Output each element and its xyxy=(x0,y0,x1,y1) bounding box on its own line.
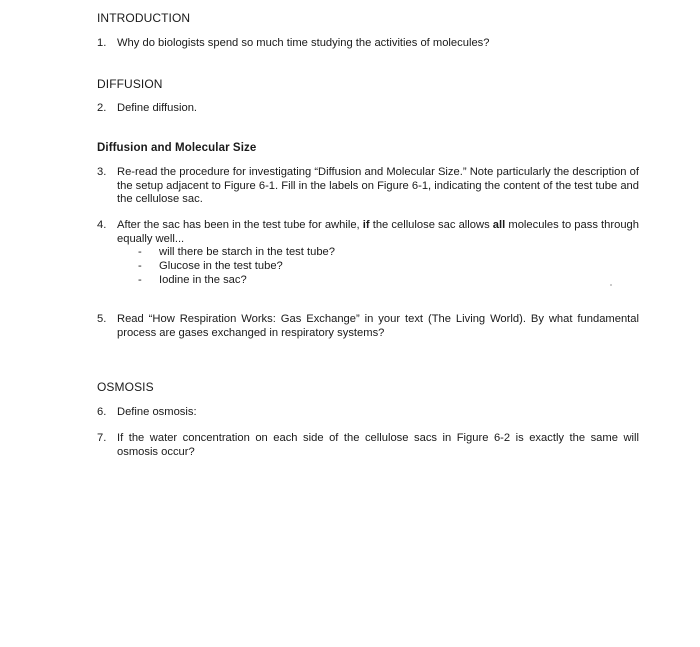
question-3-text: Re-read the procedure for investigating “Diffusion and Molecular Size.” Note particularly the description of the setup adjacent to Figure 6-1. Fill in the labels on Figure 6-1, indicating the content of the test tube and the cellulose sac. xyxy=(117,166,639,205)
osmosis-heading: OSMOSIS xyxy=(97,380,154,394)
question-4-bullet-3 xyxy=(138,274,247,288)
question-2-number: 2. xyxy=(97,102,107,114)
bullet-dash: - xyxy=(138,260,142,272)
question-4-bullet-1 xyxy=(138,246,335,260)
diffusion-heading: DIFFUSION xyxy=(97,77,163,91)
question-2 xyxy=(97,102,639,116)
question-3 xyxy=(97,166,639,207)
question-4-text xyxy=(117,219,639,246)
question-7-number: 7. xyxy=(97,432,107,444)
question-6-text: Define osmosis: xyxy=(117,406,197,418)
question-4 xyxy=(97,219,639,246)
scan-speck xyxy=(610,284,612,286)
question-6-number: 6. xyxy=(97,406,107,418)
bullet-dash: - xyxy=(138,246,142,258)
question-7 xyxy=(97,432,639,459)
question-4-text-c: molecules to pass through equally well... xyxy=(117,219,639,245)
question-4-text-b: the cellulose sac allows xyxy=(369,219,493,231)
question-4-number: 4. xyxy=(97,219,107,231)
question-5 xyxy=(97,313,639,340)
question-4-all-word: all xyxy=(492,219,506,231)
bullet-dash: - xyxy=(138,274,142,286)
question-4-text-a: After the sac has been in the test tube for awhile, xyxy=(117,219,363,231)
question-5-number: 5. xyxy=(97,313,107,325)
question-1 xyxy=(97,37,639,51)
question-1-number: 1. xyxy=(97,37,107,49)
question-1-text: Why do biologists spend so much time studying the activities of molecules? xyxy=(117,37,490,49)
question-4-bullet-1-text: will there be starch in the test tube? xyxy=(159,246,335,258)
diffusion-molecular-size-heading: Diffusion and Molecular Size xyxy=(97,142,257,154)
question-4-bullet-2-text: Glucose in the test tube? xyxy=(159,260,283,272)
question-6 xyxy=(97,406,639,420)
question-4-bullet-2 xyxy=(138,260,283,274)
question-3-number: 3. xyxy=(97,166,107,178)
question-4-bullet-3-text: Iodine in the sac? xyxy=(159,274,247,286)
question-5-text: Read “How Respiration Works: Gas Exchange” in your text (The Living World). By what fundamental process are gases exchanged in respiratory systems? xyxy=(117,313,639,339)
question-7-text: If the water concentration on each side of the cellulose sacs in Figure 6-2 is exactly the same will osmosis occur? xyxy=(117,432,639,458)
question-2-text: Define diffusion. xyxy=(117,102,198,114)
introduction-heading: INTRODUCTION xyxy=(97,11,191,25)
question-4-if-word: if xyxy=(362,219,370,231)
